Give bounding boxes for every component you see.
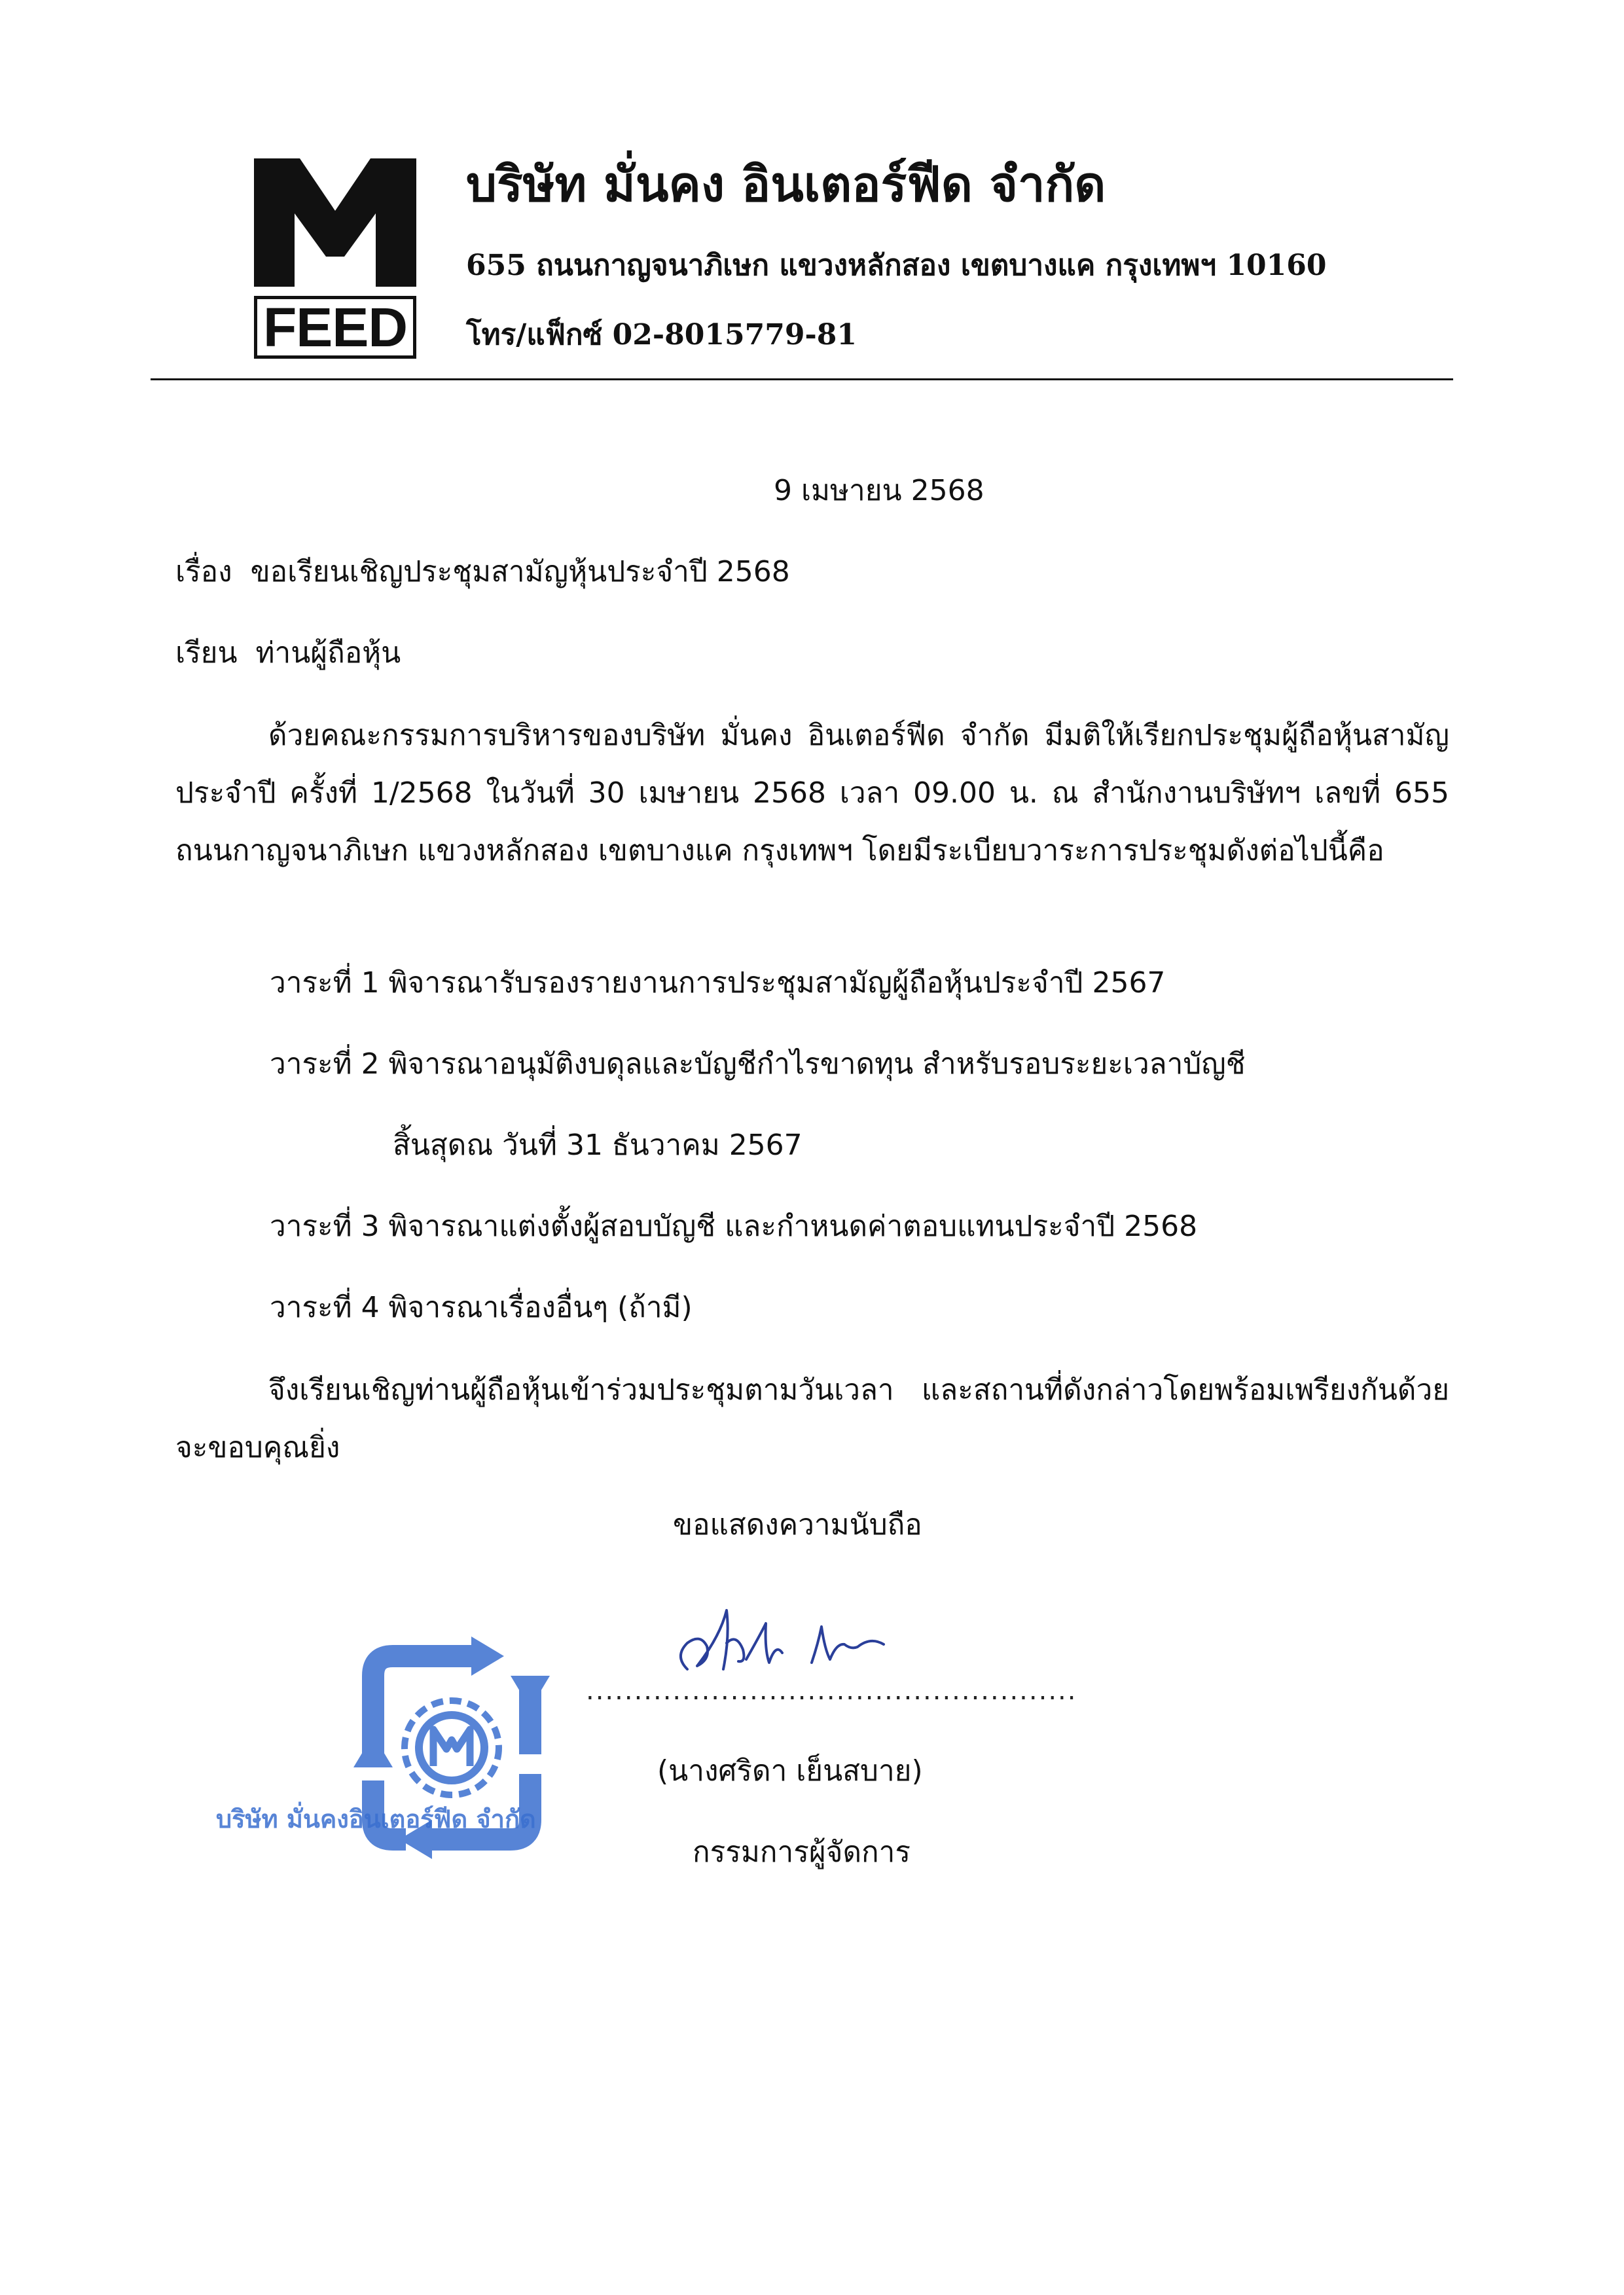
company-phone: โทร/แฟ็กซ์ 02-8015779-81 xyxy=(466,318,857,352)
signature-line: ................................................... xyxy=(586,1676,1077,1706)
sign-off: ขอแสดงความนับถือ xyxy=(673,1508,922,1542)
body-paragraph xyxy=(175,707,1449,880)
body-paragraph-text: ด้วยคณะกรรมการบริหารของบริษัท มั่นคง อินเตอร์ฟีด จำกัด มีมติให้เรียกประชุมผู้ถือหุ้นสามัญประจำปี ครั้งที่ 1/2568 ในวันที่ 30 เมษายน 2568 เวลา 09.00 น. ณ สำนักงานบริษัทฯ เลขที่ 655 ถนนกาญจนาภิเษก แขวงหลักสอง เขตบางแค กรุงเทพฯ โดยมีระเบียบวาระการประชุมดังต่อไปนี้คือ xyxy=(175,719,1449,867)
signatory-name: (นางศริดา เย็นสบาย) xyxy=(657,1754,923,1788)
recipient-line xyxy=(175,634,401,673)
company-address: 655 ถนนกาญจนาภิเษก แขวงหลักสอง เขตบางแค กรุงเทพฯ 10160 xyxy=(466,249,1327,282)
subject-line xyxy=(175,552,790,592)
agenda-label: วาระที่ 4 xyxy=(270,1291,380,1324)
agenda-label: วาระที่ 3 xyxy=(270,1210,380,1243)
agenda-item-2-continuation: สิ้นสุดณ วันที่ 31 ธันวาคม 2567 xyxy=(393,1129,803,1162)
recipient-label: เรียน xyxy=(175,636,238,670)
agenda-text: พิจารณาแต่งตั้งผู้สอบบัญชี และกำหนดค่าตอบแทนประจำปี 2568 xyxy=(388,1210,1198,1243)
signatory-title: กรรมการผู้จัดการ xyxy=(693,1835,911,1869)
agenda-label: วาระที่ 2 xyxy=(270,1047,380,1081)
subject-label: เรื่อง xyxy=(175,555,232,588)
company-name: บริษัท มั่นคง อินเตอร์ฟีด จำกัด xyxy=(466,156,1106,213)
subject-text: ขอเรียนเชิญประชุมสามัญหุ้นประจำปี 2568 xyxy=(250,555,790,588)
agenda-text: พิจารณาอนุมัติงบดุลและบัญชีกำไรขาดทุน สำหรับรอบระยะเวลาบัญชี xyxy=(388,1047,1246,1081)
closing-paragraph xyxy=(175,1362,1449,1477)
agenda-item-1 xyxy=(270,964,1165,1003)
letterhead-divider xyxy=(151,378,1453,380)
agenda-item-4 xyxy=(270,1288,693,1328)
letter-date: 9 เมษายน 2568 xyxy=(774,474,984,507)
company-logo-feed: FEED xyxy=(254,296,416,359)
agenda-label: วาระที่ 1 xyxy=(270,966,380,1000)
company-logo-m xyxy=(254,158,416,287)
stamp-caption: บริษัท มั่นคงอินเตอร์ฟีด จำกัด xyxy=(216,1805,536,1834)
agenda-text: พิจารณาเรื่องอื่นๆ (ถ้ามี) xyxy=(388,1291,693,1324)
agenda-text: พิจารณารับรองรายงานการประชุมสามัญผู้ถือหุ้นประจำปี 2567 xyxy=(388,966,1166,1000)
agenda-item-2 xyxy=(270,1045,1246,1084)
recipient-text: ท่านผู้ถือหุ้น xyxy=(255,636,401,670)
closing-paragraph-text: จึงเรียนเชิญท่านผู้ถือหุ้นเข้าร่วมประชุมตามวันเวลา และสถานที่ดังกล่าวโดยพร้อมเพรียงกันด้วย จะขอบคุณยิ่ง xyxy=(175,1373,1449,1464)
agenda-item-3 xyxy=(270,1207,1197,1246)
